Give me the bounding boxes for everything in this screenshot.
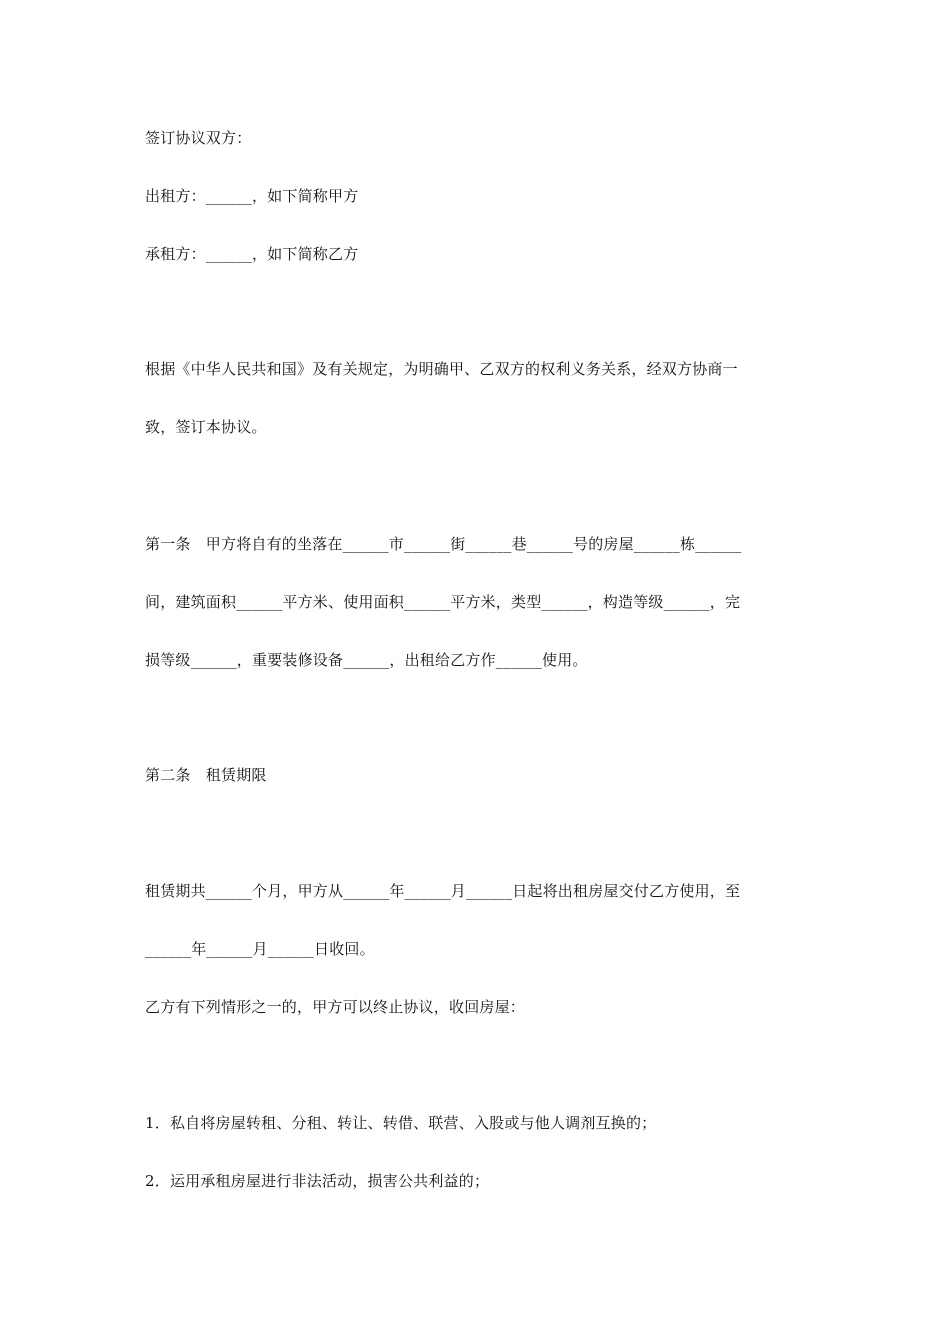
article-1-line-3: 损等级______，重要装修设备______，出租给乙方作______使用。: [145, 651, 588, 669]
lessor-line: 出租方：______，如下简称甲方: [145, 187, 359, 205]
termination-item-2: 2．运用承租房屋进行非法活动，损害公共利益的；: [145, 1172, 490, 1190]
lease-term-line-2: ______年______月______日收回。: [145, 940, 375, 958]
article-2-heading: 第二条 租赁期限: [145, 766, 267, 784]
termination-item-1: 1．私自将房屋转租、分租、转让、转借、联营、入股或与他人调剂互换的；: [145, 1114, 657, 1132]
article-1-line-1: 第一条 甲方将自有的坐落在______市______街______巷______号的房屋______栋______: [145, 535, 742, 553]
parties-heading: 签订协议双方：: [145, 129, 252, 147]
termination-intro: 乙方有下列情形之一的，甲方可以终止协议，收回房屋：: [145, 998, 526, 1016]
preamble-line-2: 致，签订本协议。: [145, 418, 267, 436]
lease-term-line-1: 租赁期共______个月，甲方从______年______月______日起将出租房屋交付乙方使用，至: [145, 882, 741, 900]
article-1-line-2: 间，建筑面积______平方米、使用面积______平方米，类型______，构造等级______，完: [145, 593, 741, 611]
preamble-line-1: 根据《中华人民共和国》及有关规定，为明确甲、乙双方的权利义务关系，经双方协商一: [145, 360, 738, 378]
lessee-line: 承租方：______，如下简称乙方: [145, 245, 359, 263]
